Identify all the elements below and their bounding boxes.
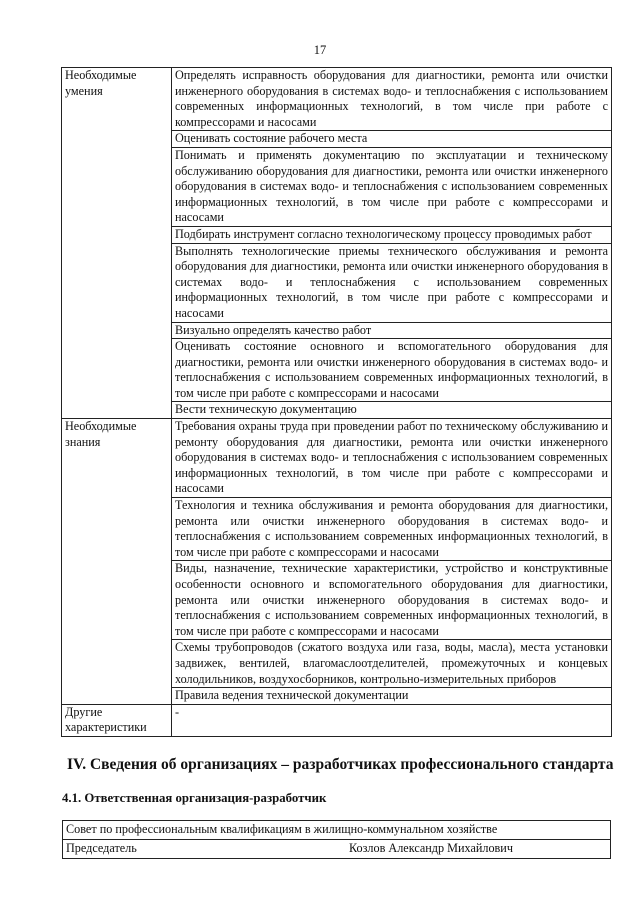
knowledge-item: Виды, назначение, технические характеристики, устройство и конструктивные особенности основного и вспомогательного оборудования для диагностики, ремонта или очистки инженерного оборудования в системах водо- и теплоснабжения с использованием современных информационных технологий, в том числе при работе с компрессорами и насосами: [172, 561, 612, 640]
chair-cell: [63, 839, 611, 858]
skill-item: Выполнять технологические приемы технического обслуживания и ремонта оборудования для диагностики, ремонта или очистки инженерного оборудования в системах водо- и теплоснабжения с использованием современных информационных технологий, в том числе при работе с компрессорами и насосами: [172, 243, 612, 322]
knowledge-item: Схемы трубопроводов (сжатого воздуха или газа, воды, масла), места установки задвижек, вентилей, влагомаслоотделителей, промежуточных и концевых холодильников, воздухосборников, контрольно-измерительных приборов: [172, 640, 612, 688]
skill-item: Вести техническую документацию: [172, 402, 612, 419]
other-label: Другие характеристики: [62, 704, 172, 736]
chair-title: Председатель: [66, 840, 137, 855]
subsection-title: 4.1. Ответственная организация-разработчик: [62, 791, 327, 805]
knowledge-item: Требования охраны труда при проведении работ по техническому обслуживанию и ремонту оборудования для диагностики, ремонта или очистки инженерного оборудования в системах водо- и теплоснабжения с использованием современных информационных технологий, в том числе при работе с компрессорами и насосами: [172, 419, 612, 498]
table-row: [63, 821, 611, 840]
skill-item: Оценивать состояние рабочего места: [172, 131, 612, 148]
skill-item: Подбирать инструмент согласно технологическому процессу проводимых работ: [172, 226, 612, 243]
skill-item: Оценивать состояние основного и вспомогательного оборудования для диагностики, ремонта или очистки инженерного оборудования в системах водо- и теплоснабжения с использованием современных информационных технологий, в том числе при работе с компрессорами и насосами: [172, 339, 612, 402]
table-row: [62, 68, 612, 131]
chair-row: [66, 841, 607, 857]
skill-item: Понимать и применять документацию по эксплуатации и техническому обслуживанию оборудования для диагностики, ремонта или очистки инженерного оборудования в системах водо- и теплоснабжения с использованием современных информационных технологий, в том числе при работе с компрессорами и насосами: [172, 147, 612, 226]
skill-item: Определять исправность оборудования для диагностики, ремонта или очистки инженерного оборудования в системах водо- и теплоснабжения с использованием современных информационных технологий, в том числе при работе с компрессорами и насосами: [172, 68, 612, 131]
table-row: [62, 704, 612, 736]
section-title: IV. Сведения об организациях – разработчиках профессионального стандарта: [67, 756, 614, 773]
knowledge-item: Технология и техника обслуживания и ремонта оборудования для диагностики, ремонта или очистки инженерного оборудования в системах водо- и теплоснабжения с использованием современных информационных технологий, в том числе при работе с компрессорами и насосами: [172, 498, 612, 561]
skill-item: Визуально определять качество работ: [172, 322, 612, 339]
table-row: [63, 839, 611, 858]
skills-label: Необходимые умения: [62, 68, 172, 419]
chair-name: Козлов Александр Михайлович: [349, 840, 513, 855]
table-row: [62, 419, 612, 498]
knowledge-label: Необходимые знания: [62, 419, 172, 705]
organization-table: [62, 820, 611, 859]
page-number: 17: [313, 43, 327, 57]
knowledge-item: Правила ведения технической документации: [172, 688, 612, 705]
requirements-table: [61, 67, 612, 737]
organization-name: Совет по профессиональным квалификациям в жилищно-коммунальном хозяйстве: [63, 821, 611, 840]
other-value: -: [172, 704, 612, 736]
